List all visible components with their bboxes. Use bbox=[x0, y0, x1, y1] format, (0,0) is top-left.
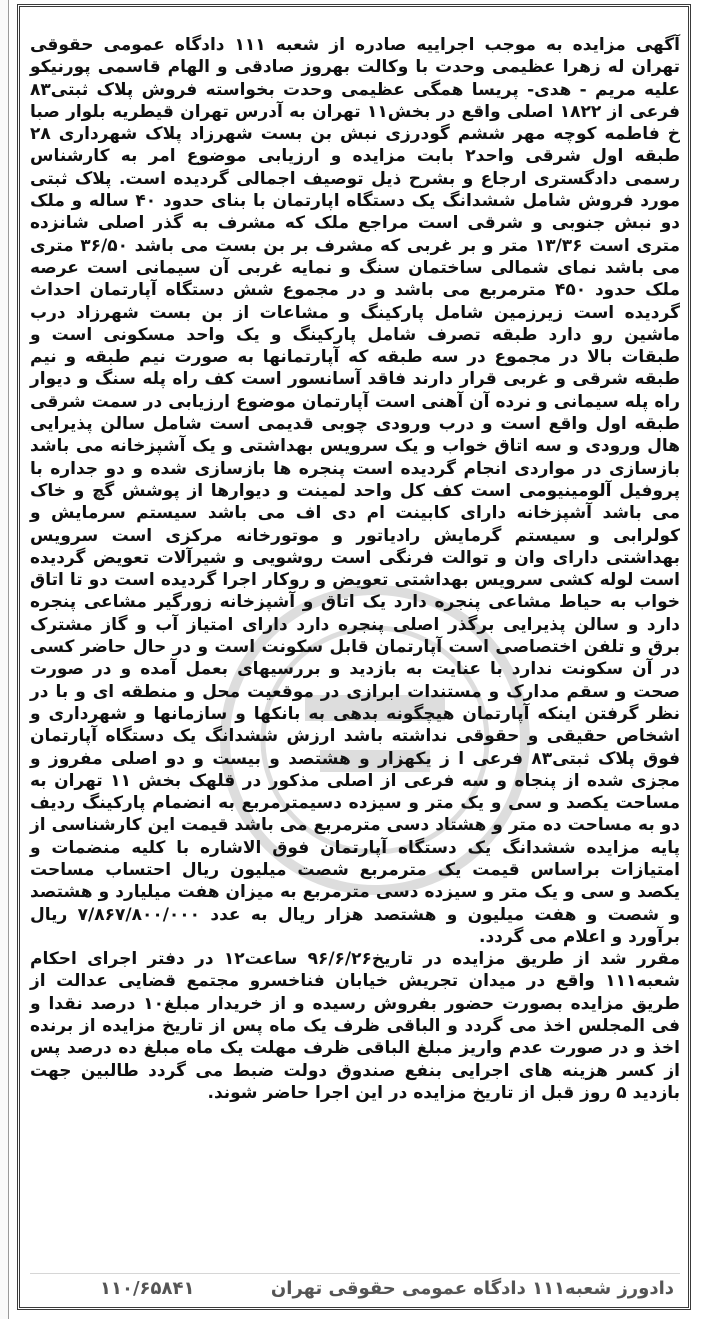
adjacent-column-edge bbox=[0, 0, 9, 1319]
auction-description-paragraph: آگهی مزایده به موجب اجراییه صادره از شعبه ۱۱۱ دادگاه عمومی حقوقی تهران له زهرا عظیمی وحدت با وکالت بهروز صادقی و الهام قاسمی پورنیکو علیه مریم - هدی- پریسا همگی عظیمی وحدت بخواسته فروش پلاک ثبتی۸۳ فرعی از ۱۸۲۲ اصلی واقع در بخش۱۱ تهران به آدرس تهران قیطریه بلوار صبا خ فاطمه کوچه مهر ششم گودرزی نبش بن بست شهرزاد پلاک شهرداری ۲۸ طبقه اول شرقی واحد۲ بابت مزایده و ارزیابی موضوع امر به کارشناس رسمی دادگستری ارجاع و بشرح ذیل توصیف اجمالی گردیده است. پلاک ثبتی مورد فروش شامل ششدانگ یک دستگاه اپارتمان با بنای حدود ۴۰ ساله و ملک دو نبش جنوبی و شرقی است مراجع ملک که مشرف به گذر اصلی شانزده متری است ۱۳/۳۶ متر و بر غربی که مشرف بر بن بست می باشد ۳۶/۵۰ متری می باشد نمای شمالی ساختمان سنگ و نمایه غربی آن سیمانی است عرصه ملک حدود ۴۵۰ مترمربع می باشد و در مجموع شش دستگاه آپارتمان احداث گردیده است زیرزمین شامل پارکینگ و مشاعات از بن بست شهرزاد درب ماشین رو دارد طبقه تصرف شامل پارکینگ و یک واحد مسکونی است و طبقات بالا در مجموع در سه طبقه که آپارتمانها به صورت نیم طبقه و نیم طبقه شرقی و غربی قرار دارند فاقد آسانسور است کف راه پله سنگ و دیوار راه پله سیمانی و نرده آن آهنی است آپارتمان موضوع ارزیابی در سمت شرقی طبقه اول واقع است و درب ورودی چوبی قدیمی است شامل سالن پذیرایی هال ورودی و سه اتاق خواب و یک سرویس بهداشتی و یک آشپزخانه می باشد بازسازی در مواردی انجام گردیده است پنجره ها بازسازی شده و دو جداره با پروفیل آلومینیومی است کف کل واحد لمینت و دیوارها از پوشش گچ و خاک می باشد آشپزخانه دارای کابینت ام دی اف می باشد سیستم سرمایش و کولرابی و سیستم گرمایش رادیاتور و موتورخانه مرکزی است سرویس بهداشتی دارای وان و توالت فرنگی است روشویی و شیرآلات تعویض گردیده است لوله کشی سرویس بهداشتی تعویض و روکار اجرا گردیده است دو تا اتاق خواب به حیاط مشاعی پنجره دارد یک اتاق و آشپزخانه زورگیر مشاعی پنجره دارد و سالن پذیرایی برگذر اصلی پنجره دارد دارای امتیاز آب و گاز مشترک برق و تلفن اختصاصی است آپارتمان قابل سکونت است و در حال حاضر کسی در آن سکونت ندارد با عنایت به بازدید و بررسیهای بعمل آمده و در صورت صحت و سقم مدارک و مستندات ابرازی در موقعیت محل و منطقه ای و با در نظر گرفتن اینکه آپارتمان هیچگونه بدهی به بانکها و سازمانها و شهرداری و اشخاص حقیقی و حقوقی نداشته باشد ارزش ششدانگ یک دستگاه آپارتمان فوق پلاک ثبتی۸۳ فرعی ا ز یکهزار و هشتصد و بیست و دو اصلی مفروز و مجزی شده از پنجاه و سه فرعی از اصلی مذکور در قلهک بخش ۱۱ تهران به مساحت یکصد و سی و یک متر و سیزده دسیمترمربع به انضمام پارکینگ ردیف دو به مساحت ده متر و هشتاد دسی مترمربع می باشد قیمت این کارشناسی از پایه مزایده ششدانگ یک دستگاه آپارتمان فوق الاشاره با کلیه منضمات و امتیازات براساس قیمت یک مترمربع شصت میلیون ریال احتساب مساحت یکصد و سی و یک متر و سیزده دسی مترمربع به میزان هفت میلیارد و هشتصد و شصت و هفت میلیون و هشتصد هزار ریال به عدد ۷/۸۶۷/۸۰۰/۰۰۰ ریال برآورد و اعلام می گردد. bbox=[30, 35, 681, 947]
notice-body bbox=[30, 34, 680, 1104]
signer-title: دادورز شعبه۱۱۱ دادگاه عمومی حقوقی تهران bbox=[270, 1278, 674, 1299]
footer-divider bbox=[30, 1273, 680, 1274]
notice-footer bbox=[30, 1276, 680, 1302]
reference-number: ۱۱۰/۶۵۸۴۱ bbox=[100, 1278, 195, 1299]
auction-terms-paragraph: مقرر شد از طریق مزایده در تاریخ۹۶/۶/۲۶ ساعت۱۲ در دفتر اجرای احکام شعبه۱۱۱ واقع در میدان تجریش خیابان فناخسرو مجتمع قضایی عدالت از طریق مزایده بصورت حضور بفروش رسیده و از خریدار مبلغ۱۰ درصد نقدا و فی المجلس اخذ می گردد و الباقی ظرف یک ماه پس از تاریخ مزایده از برنده اخذ و در صورت عدم واریز مبلغ الباقی ظرف مهلت یک ماه مبلغ ده درصد پس از کسر هزینه های اجرایی بنفع صندوق دولت ضبط می گردد طالبین جهت بازدید ۵ روز قبل از تاریخ مزایده در این اجرا حاضر شوند. bbox=[30, 949, 680, 1103]
